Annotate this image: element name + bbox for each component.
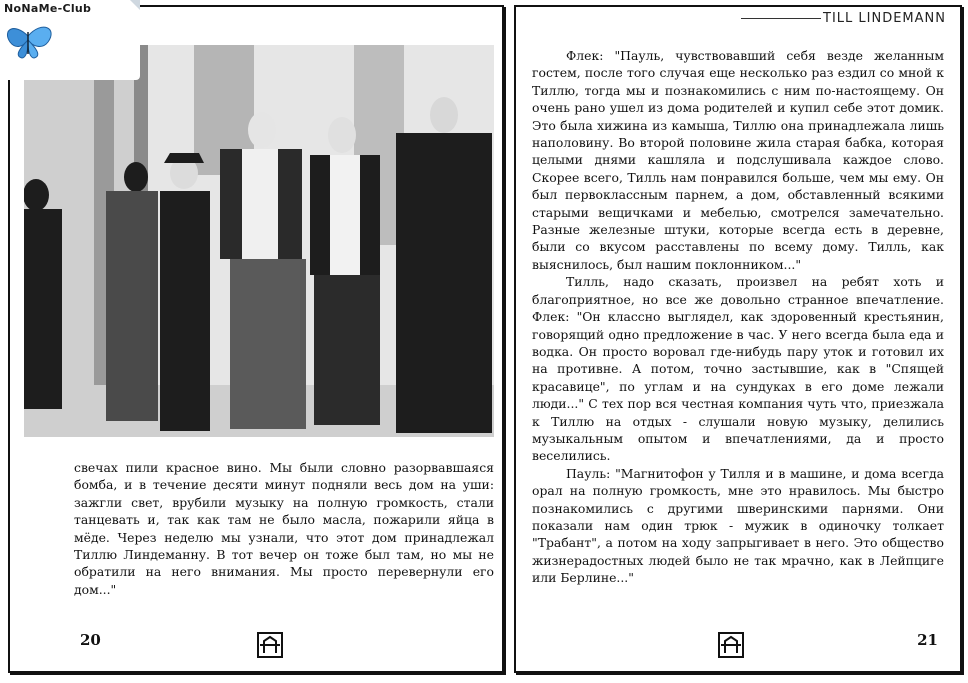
left-page-text [74, 459, 494, 598]
band-photo [24, 45, 494, 437]
band-photo-image [24, 45, 494, 437]
rammstein-logo-icon [256, 631, 284, 663]
paragraph: Флек: "Пауль, чувствовавший себя везде желанным гостем, после того случая еще несколько раз ездил со мной к Тиллю, тогда мы и познакомились с ним по-настоящему. Он очень рано ушел из дома родителей и купил себе этот домик. Это была хижина из камыша, Тиллю она принадлежала лишь наполовину. Во второй половине жила старая бабка, которая целыми днями кашляла и подслушивала каждое слово. Скорее всего, Тилль нам понравился больше, чем мы ему. Он был первоклассным парнем, а дом, обставленный всякими старыми вещичками и мебелью, смотрелся замечательно. Разные железные штуки, которые всегда есть в деревне, были со вкусом расставлены по всему дому. Тилль, как выяснилось, был нашим поклонником..." [532, 48, 944, 272]
rammstein-logo-icon [717, 631, 745, 663]
running-header [741, 11, 946, 26]
header-rule [741, 18, 821, 19]
paragraph: свечах пили красное вино. Мы были словно разорвавшаяся бомба, и в течение десяти минут подняли весь дом на уши: зажгли свет, врубили музыку на полную громкость, стали танцевать и, так как там не было масла, пожарили яйца в мёде. Через неделю мы узнали, что этот дом принадлежал Тиллю Линдеманну. В тот вечер он тоже был там, но мы не обратили на него внимания. Мы просто перевернули его дом..." [74, 460, 494, 597]
page-number: 20 [80, 631, 101, 649]
left-page [8, 5, 504, 673]
right-page-text [532, 47, 944, 587]
right-page [514, 5, 962, 673]
watermark-text: NoNaMe-Club [4, 2, 92, 15]
running-header-title: TILL LINDEMANN [823, 11, 946, 26]
paragraph: Пауль: "Магнитофон у Тилля и в машине, и дома всегда орал на полную громкость, мне это нравилось. Мы быстро познакомились с другими шверинскими парнями. Они показали нам один трюк - мужик в одиночку толкает "Трабант", а потом на ходу запрыгивает в него. Это общество жизнерадостных людей было не так мрачно, как в Лейпциге или Берлине..." [532, 465, 944, 586]
watermark [0, 0, 140, 80]
page-number: 21 [917, 631, 938, 649]
paragraph: Тилль, надо сказать, произвел на ребят хоть и благоприятное, но все же довольно странное впечатление. Флек: "Он классно выглядел, как здоровенный крестьянин, говорящий одно предложение в час. У него всегда была еда и водка. Он просто воровал где-нибудь пару уток и готовил их на противне. А потом, точно застывшие, как в "Спящей красавице", по углам и на сундуках в его доме лежали люди..." С тех пор вся честная компания чуть что, приезжала к Тиллю на отдых - слушали новую музыку, делились музыкальным опытом и впечатлениями, да и просто веселились. [532, 274, 944, 464]
